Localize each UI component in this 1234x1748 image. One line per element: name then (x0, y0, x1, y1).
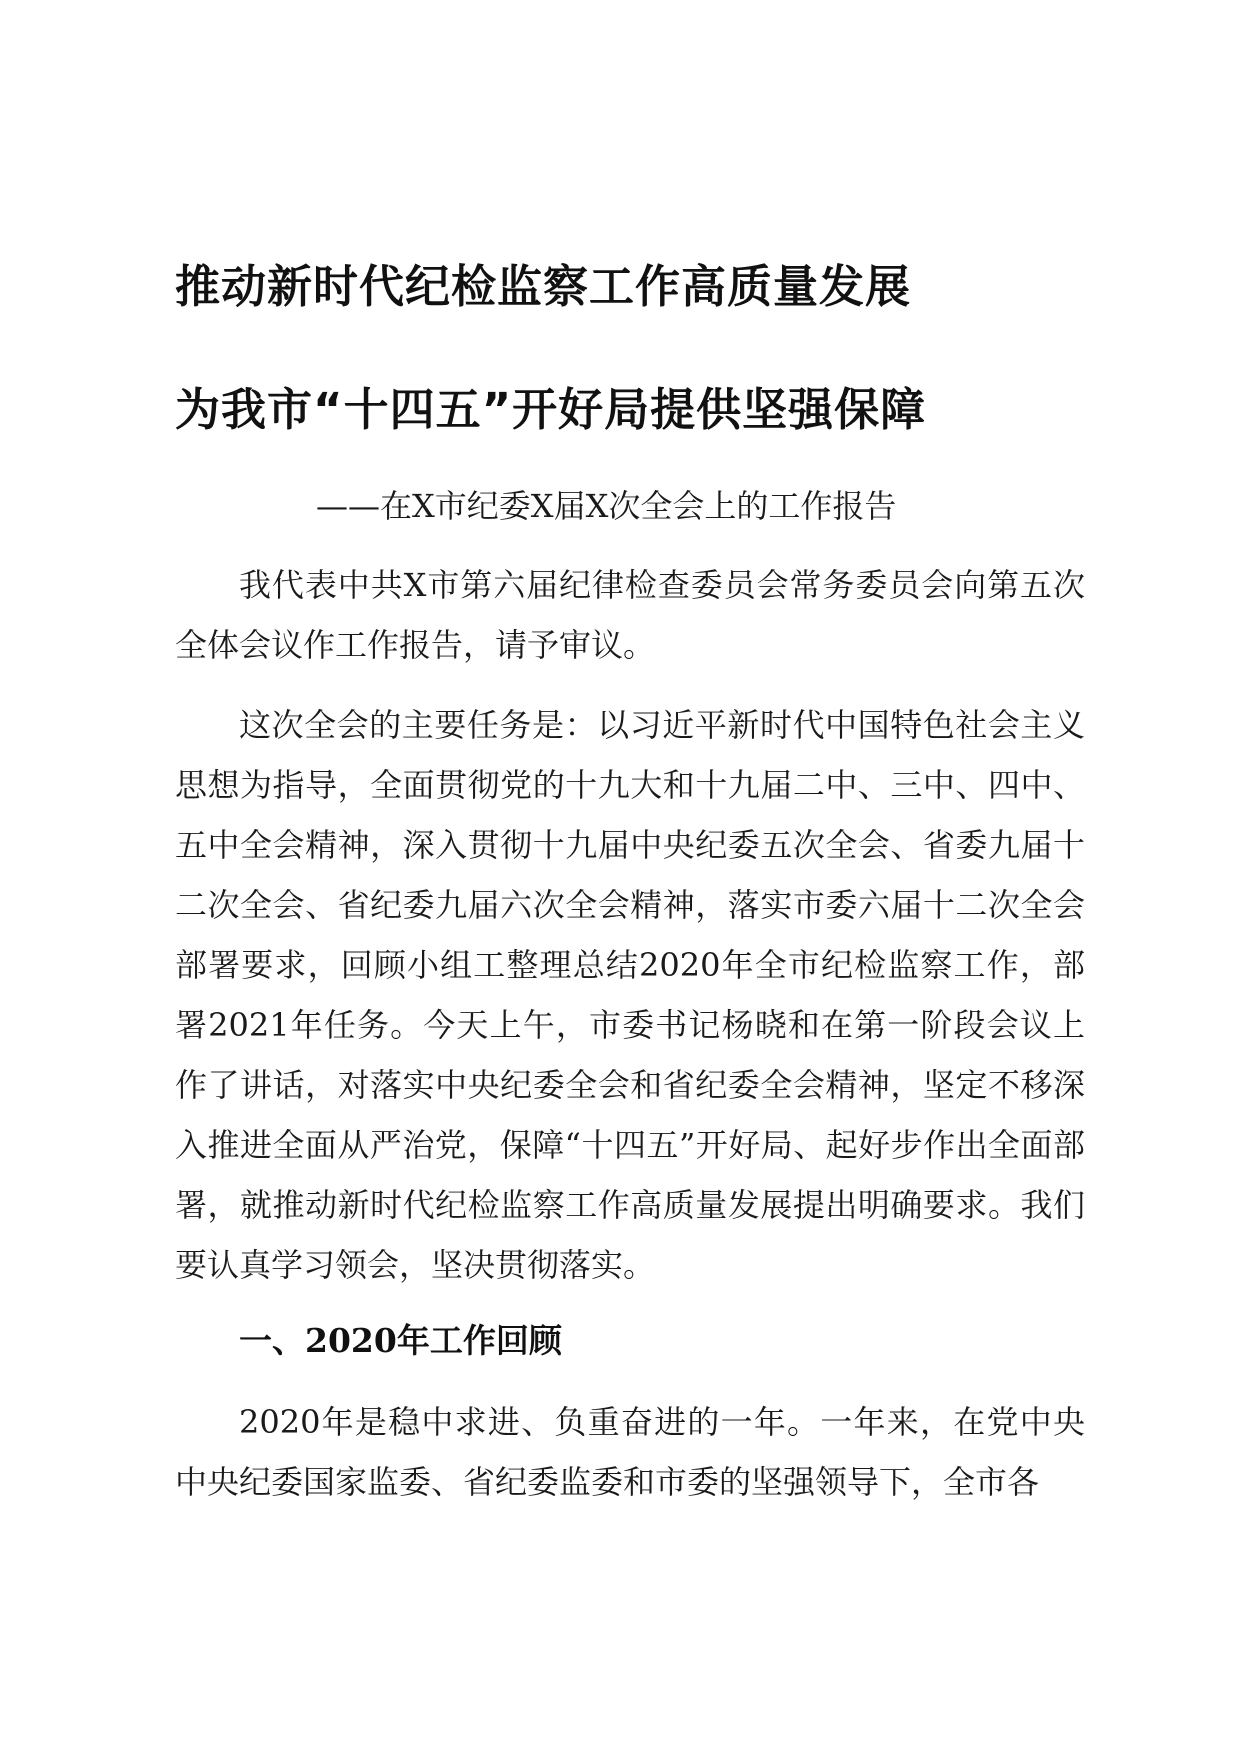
title-line-2: 为我市“十四五”开好局提供坚强保障 (175, 383, 927, 436)
paragraph-review: 2020年是稳中求进、负重奋进的一年。一年来，在党中央中央纪委国家监委、省纪委监委和市委的坚强领导下，全市各 (175, 1403, 1085, 1501)
subtitle: ——在X市纪委X届X次全会上的工作报告 (316, 487, 897, 525)
paragraph-intro: 我代表中共X市第六届纪律检查委员会常务委员会向第五次全体会议作工作报告，请予审议。 (175, 566, 1085, 664)
title-line-1: 推动新时代纪检监察工作高质量发展 (175, 260, 912, 313)
section-heading-1: 一、2020年工作回顾 (239, 1321, 562, 1360)
paragraph-tasks: 这次全会的主要任务是：以习近平新时代中国特色社会主义思想为指导，全面贯彻党的十九大和十九届二中、三中、四中、五中全会精神，深入贯彻十九届中央纪委五次全会、省委九届十二次全会、省纪委九届六次全会精神，落实市委六届十二次全会部署要求，回顾小组工整理总结2020年全市纪检监察工作，部署2021年任务。今天上午，市委书记杨晓和在第一阶段会议上作了讲话，对落实中央纪委全会和省纪委全会精神，坚定不移深入推进全面从严治党，保障“十四五”开好局、起好步作出全面部署，就推动新时代纪检监察工作高质量发展提出明确要求。我们要认真学习领会，坚决贯彻落实。 (175, 706, 1085, 1284)
